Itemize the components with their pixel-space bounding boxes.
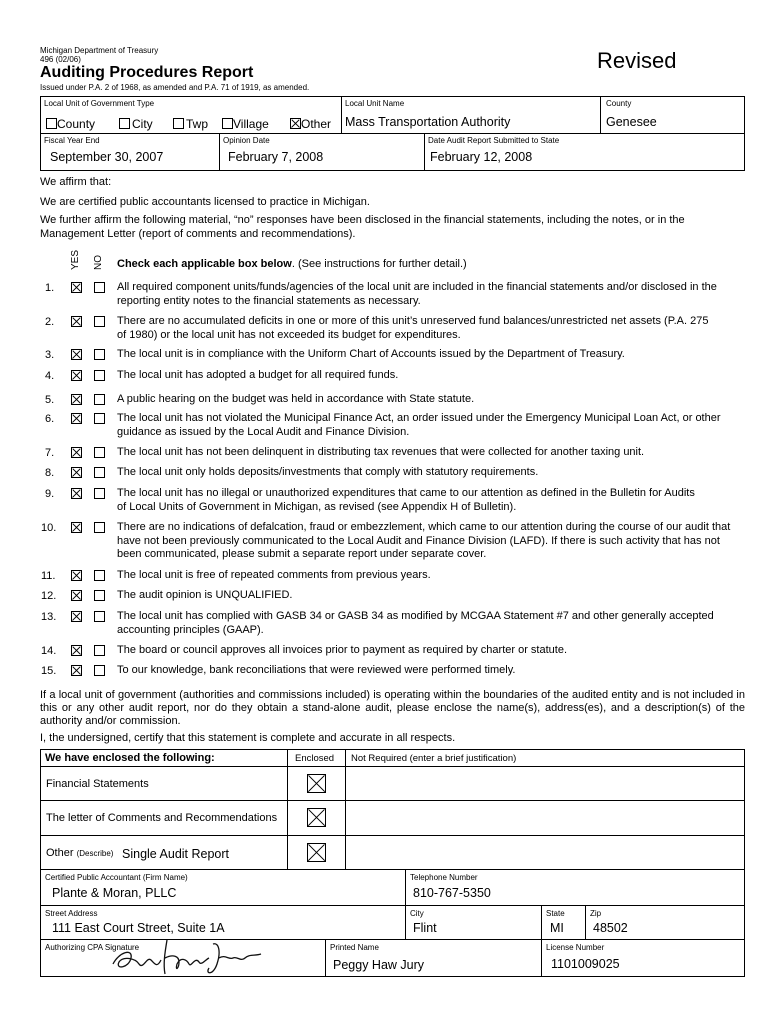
- dept-name: Michigan Department of Treasury: [40, 46, 159, 55]
- yes-checkbox[interactable]: [71, 488, 82, 499]
- question-number: 1.: [45, 282, 55, 294]
- no-checkbox[interactable]: [94, 394, 105, 405]
- question-text: There are no accumulated deficits in one or more of this unit’s unreserved fund balances/unrestricted net assets (P.A. 275 of 1980) or the local unit has not exceeded its budget for expenditures.: [117, 315, 709, 341]
- question-text: The local unit has not been delinquent in distributing tax revenues that were collected for another taxing unit.: [117, 446, 645, 458]
- state-label: State: [546, 909, 565, 918]
- yes-checkbox[interactable]: [71, 611, 82, 622]
- yes-checkbox[interactable]: [71, 447, 82, 458]
- opinion-date-value[interactable]: February 7, 2008: [228, 150, 324, 164]
- yes-checkbox[interactable]: [71, 316, 82, 327]
- yes-checkbox[interactable]: [71, 570, 82, 581]
- fiscal-year-end-value[interactable]: September 30, 2007: [50, 150, 164, 164]
- no-checkbox[interactable]: [94, 611, 105, 622]
- no-checkbox[interactable]: [94, 447, 105, 458]
- yes-checkbox[interactable]: [71, 394, 82, 405]
- certify-statement: I, the undersigned, certify that this statement is complete and accurate in all respects.: [40, 732, 456, 744]
- question-number: 14.: [41, 645, 57, 657]
- no-checkbox[interactable]: [94, 522, 105, 533]
- unit-type-label: Local Unit of Government Type: [44, 99, 155, 108]
- question-text: The local unit only holds deposits/investments that comply with statutory requirements.: [117, 466, 539, 478]
- question-text: The local unit has adopted a budget for all required funds.: [117, 369, 399, 381]
- no-checkbox[interactable]: [94, 370, 105, 381]
- zip-value[interactable]: 48502: [593, 921, 628, 935]
- check-instructions: Check each applicable box below. (See instructions for further detail.): [117, 258, 467, 270]
- checkbox-village[interactable]: [222, 118, 233, 129]
- no-checkbox[interactable]: [94, 488, 105, 499]
- question-number: 11.: [41, 570, 56, 582]
- question-text: The audit opinion is UNQUALIFIED.: [117, 589, 293, 601]
- question-text: All required component units/funds/agencies of the local unit are included in the financial statements and/or disclosed in the reporting entity notes to the financial statements as necessary.: [117, 281, 717, 307]
- question-number: 13.: [41, 611, 57, 623]
- other-enclosure-value[interactable]: Single Audit Report: [122, 847, 230, 861]
- other-enclosure-label: Other (Describe): [46, 847, 114, 859]
- yes-checkbox[interactable]: [71, 413, 82, 424]
- unit-name-label: Local Unit Name: [345, 99, 405, 108]
- question-text: To our knowledge, bank reconciliations that were reviewed were performed timely.: [117, 664, 516, 676]
- form-title: Auditing Procedures Report: [40, 64, 254, 81]
- no-checkbox[interactable]: [94, 316, 105, 327]
- yes-checkbox[interactable]: [71, 370, 82, 381]
- form-number: 496 (02/06): [40, 55, 81, 64]
- affirm-line-2: We are certified public accountants licensed to practice in Michigan.: [40, 196, 370, 208]
- revised-stamp: Revised: [597, 48, 677, 73]
- question-text: The local unit has no illegal or unauthorized expenditures that came to our attention as defined in the Bulletin for Audits of Local Units of Government in Michigan, as revised (see Appendix H of Bulletin).: [117, 487, 695, 513]
- checkbox-county[interactable]: [46, 118, 57, 129]
- question-text: The local unit is in compliance with the Uniform Chart of Accounts issued by the Department of Treasury.: [117, 348, 625, 360]
- zip-label: Zip: [590, 909, 602, 918]
- checkbox-city[interactable]: [119, 118, 130, 129]
- yes-column-header: YES: [70, 249, 81, 270]
- unit-name-value[interactable]: Mass Transportation Authority: [345, 115, 511, 129]
- yes-checkbox[interactable]: [71, 282, 82, 293]
- unit-type-county[interactable]: County: [46, 117, 95, 131]
- question-number: 2.: [45, 316, 55, 328]
- city-label: City: [410, 909, 424, 918]
- county-value[interactable]: Genesee: [606, 115, 657, 129]
- submitted-date-value[interactable]: February 12, 2008: [430, 150, 533, 164]
- street-address-label: Street Address: [45, 909, 98, 918]
- yes-checkbox[interactable]: [71, 522, 82, 533]
- yes-checkbox[interactable]: [71, 349, 82, 360]
- affirm-line-1: We affirm that:: [40, 176, 112, 188]
- financial-statements-enclosed-checkbox[interactable]: [307, 774, 326, 793]
- no-checkbox[interactable]: [94, 665, 105, 676]
- printed-name-value[interactable]: Peggy Haw Jury: [333, 958, 425, 972]
- question-text: The local unit is free of repeated comments from previous years.: [117, 569, 431, 581]
- no-checkbox[interactable]: [94, 282, 105, 293]
- yes-checkbox[interactable]: [71, 645, 82, 656]
- yes-checkbox[interactable]: [71, 665, 82, 676]
- question-number: 15.: [41, 665, 57, 677]
- signature-label: Authorizing CPA Signature: [45, 943, 140, 952]
- question-number: 12.: [41, 590, 57, 602]
- letter-of-comments-enclosed-checkbox[interactable]: [307, 808, 326, 827]
- no-checkbox[interactable]: [94, 413, 105, 424]
- question-number: 6.: [45, 413, 55, 425]
- question-text: The board or council approves all invoices prior to payment as required by charter or statute.: [117, 644, 568, 656]
- issued-under: Issued under P.A. 2 of 1968, as amended and P.A. 71 of 1919, as amended.: [40, 83, 310, 92]
- cpa-firm-value[interactable]: Plante & Moran, PLLC: [52, 886, 177, 900]
- no-checkbox[interactable]: [94, 349, 105, 360]
- no-checkbox[interactable]: [94, 590, 105, 601]
- question-text: There are no indications of defalcation, fraud or embezzlement, which came to our attention during the course of our audit that have not been previously communicated to the Local Audit and Finance Division (LAFD). If there is such activity that has not been communicated, please submit a separate report under separate cover.: [117, 521, 731, 560]
- question-number: 5.: [45, 394, 55, 406]
- no-checkbox[interactable]: [94, 467, 105, 478]
- unit-type-village[interactable]: Village: [222, 117, 269, 131]
- unit-type-twp[interactable]: Twp: [173, 117, 208, 131]
- question-number: 4.: [45, 370, 55, 382]
- telephone-value[interactable]: 810-767-5350: [413, 886, 491, 900]
- printed-name-label: Printed Name: [330, 943, 379, 952]
- county-label: County: [606, 99, 632, 108]
- affirm-line-3: We further affirm the following material, “no” responses have been disclosed in the financial statements, including the notes, or in the Management Letter (report of comments and recommendations).: [40, 214, 685, 240]
- cpa-signature: [105, 934, 265, 978]
- letter-of-comments-label: The letter of Comments and Recommendations: [46, 812, 278, 824]
- question-text: A public hearing on the budget was held in accordance with State statute.: [117, 393, 475, 405]
- question-text: The local unit has not violated the Municipal Finance Act, an order issued under the Emergency Municipal Loan Act, or other guidance as issued by the Local Audit and Finance Division.: [117, 412, 721, 438]
- unit-type-city[interactable]: City: [119, 117, 153, 131]
- question-number: 3.: [45, 349, 55, 361]
- yes-checkbox[interactable]: [71, 467, 82, 478]
- fiscal-year-end-label: Fiscal Year End: [44, 136, 100, 145]
- question-number: 10.: [41, 522, 57, 534]
- cpa-firm-label: Certified Public Accountant (Firm Name): [45, 873, 188, 882]
- no-checkbox[interactable]: [94, 645, 105, 656]
- license-number-label: License Number: [546, 943, 605, 952]
- enclosed-column-header: Enclosed: [295, 753, 335, 764]
- enclosure-paragraph: If a local unit of government (authorities and commissions included) is operating within the boundaries of the audited entity and is not included in this or any other audit report, nor do they obtain a stand-alone audit, please enclose the name(s), address(es), and a description(s) of the authority and/or commission.: [40, 689, 745, 728]
- street-address-value[interactable]: 111 East Court Street, Suite 1A: [52, 921, 225, 935]
- other-enclosed-checkbox[interactable]: [307, 843, 326, 862]
- unit-type-other[interactable]: Other: [290, 117, 331, 131]
- no-checkbox[interactable]: [94, 570, 105, 581]
- submitted-date-label: Date Audit Report Submitted to State: [428, 136, 560, 145]
- financial-statements-label: Financial Statements: [46, 778, 149, 790]
- license-number-value[interactable]: 1101009025: [551, 957, 620, 971]
- question-number: 8.: [45, 467, 55, 479]
- checkbox-other[interactable]: [290, 118, 301, 129]
- telephone-label: Telephone Number: [410, 873, 478, 882]
- checkbox-twp[interactable]: [173, 118, 184, 129]
- question-number: 7.: [45, 447, 55, 459]
- enclosed-header: We have enclosed the following:: [45, 752, 215, 764]
- state-value[interactable]: MI: [550, 921, 564, 935]
- no-column-header: NO: [93, 255, 104, 270]
- not-required-column-header: Not Required (enter a brief justification): [351, 753, 517, 764]
- question-text: The local unit has complied with GASB 34 or GASB 34 as modified by MCGAA Statement #7 and other generally accepted accounting principles (GAAP).: [117, 610, 714, 636]
- city-value[interactable]: Flint: [413, 921, 437, 935]
- yes-checkbox[interactable]: [71, 590, 82, 601]
- opinion-date-label: Opinion Date: [223, 136, 270, 145]
- question-number: 9.: [45, 488, 55, 500]
